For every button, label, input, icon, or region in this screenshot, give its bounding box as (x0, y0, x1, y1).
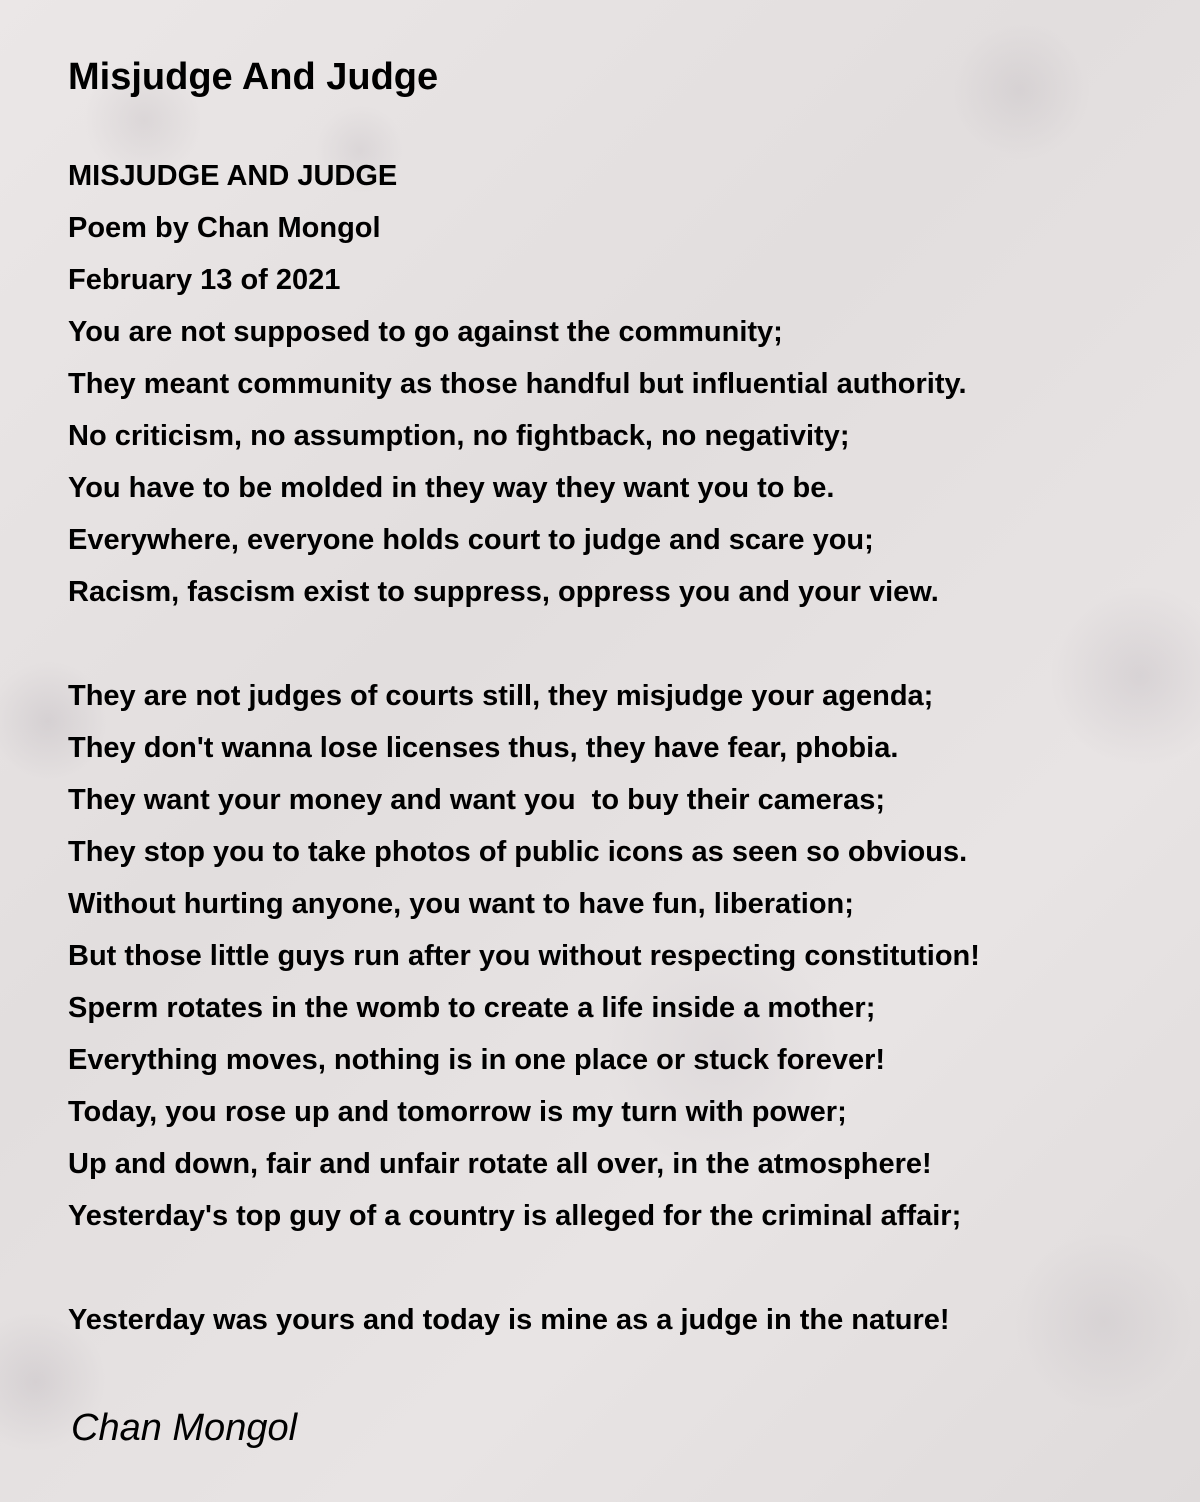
poem-title: Misjudge And Judge (68, 56, 439, 98)
stanza-3 (68, 1294, 980, 1346)
poem-line: February 13 of 2021 (68, 264, 341, 296)
stanza-2 (68, 670, 980, 1242)
poem-line: Yesterday was yours and today is mine as a judge in the nature! (68, 1304, 950, 1336)
poem-line: Up and down, fair and unfair rotate all over, in the atmosphere! (68, 1148, 932, 1180)
poem-line: Today, you rose up and tomorrow is my turn with power; (68, 1096, 847, 1128)
poem-line: They stop you to take photos of public icons as seen so obvious. (68, 836, 968, 868)
author-signature: Chan Mongol (71, 1407, 298, 1449)
poem-line: Sperm rotates in the womb to create a life inside a mother; (68, 992, 876, 1024)
poem-line: They don't wanna lose licenses thus, they have fear, phobia. (68, 732, 899, 764)
poem-line: They want your money and want you to buy their cameras; (68, 784, 885, 816)
poem-line: Everywhere, everyone holds court to judge and scare you; (68, 524, 874, 556)
poem-line: You have to be molded in they way they want you to be. (68, 472, 835, 504)
poem-line: Everything moves, nothing is in one place or stuck forever! (68, 1044, 886, 1076)
poem-line: But those little guys run after you without respecting constitution! (68, 940, 980, 972)
poem-line: They are not judges of courts still, they misjudge your agenda; (68, 680, 934, 712)
poem-line: No criticism, no assumption, no fightback, no negativity; (68, 420, 850, 452)
poem-line: Without hurting anyone, you want to have fun, liberation; (68, 888, 854, 920)
poem-body (68, 150, 980, 1346)
poem-line: They meant community as those handful but influential authority. (68, 368, 967, 400)
stanza-break (68, 1242, 980, 1294)
stanza-1 (68, 150, 980, 618)
stanza-break (68, 618, 980, 670)
poem-line: Racism, fascism exist to suppress, oppress you and your view. (68, 576, 939, 608)
poem-line: MISJUDGE AND JUDGE (68, 160, 398, 192)
poem-line: Yesterday's top guy of a country is alleged for the criminal affair; (68, 1200, 962, 1232)
poem-line: You are not supposed to go against the community; (68, 316, 783, 348)
poem-line: Poem by Chan Mongol (68, 212, 381, 244)
